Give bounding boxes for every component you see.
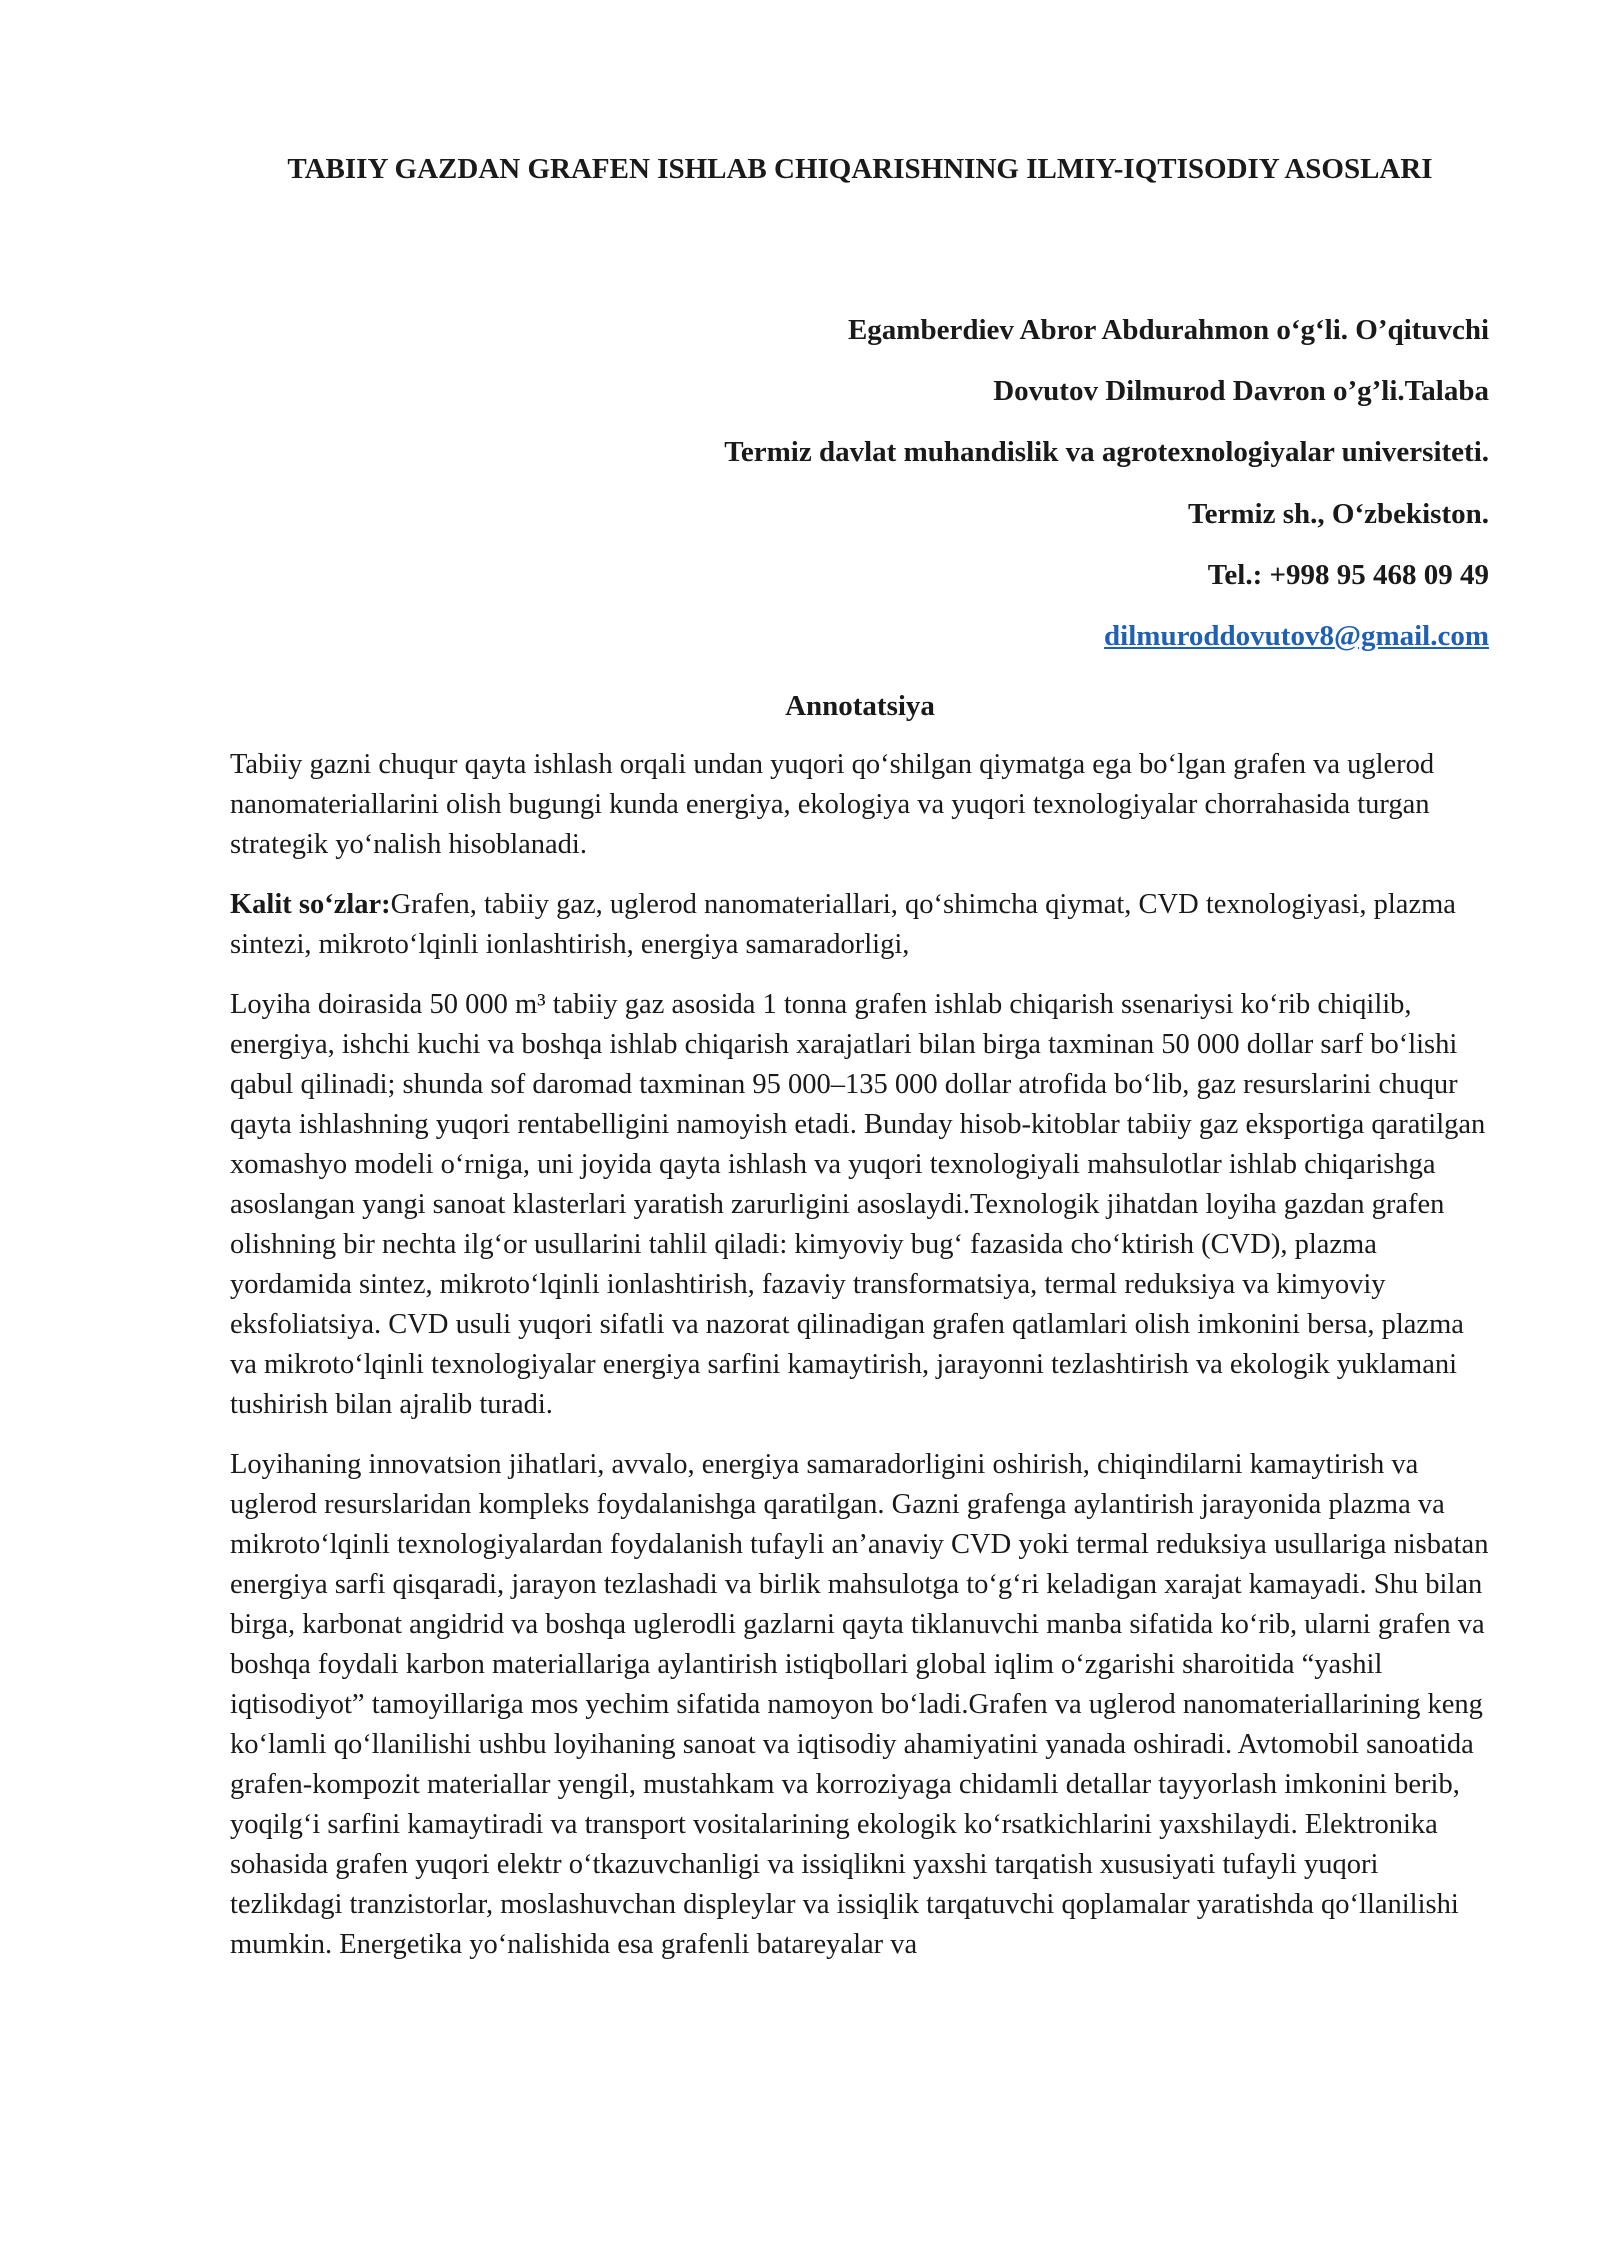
affiliation: Termiz davlat muhandislik va agrotexnologiyalar universiteti. xyxy=(724,436,1489,469)
author-2: Dovutov Dilmurod Davron o’g’li.Talaba xyxy=(993,375,1489,408)
abstract-heading: Annotatsiya xyxy=(785,690,935,722)
email-line xyxy=(560,616,1489,677)
email-link[interactable]: dilmuroddovutov8@gmail.com xyxy=(1104,619,1489,652)
keywords-text: Grafen, tabiiy gaz, uglerod nanomateriallari, qo‘shimcha qiymat, CVD texnologiyasi, plazma sintezi, mikroto‘lqinli ionlashtirish, energiya samaradorligi, xyxy=(230,889,1456,960)
city: Termiz sh., O‘zbekiston. xyxy=(1187,497,1489,530)
phone: Tel.: +998 95 468 09 49 xyxy=(1207,558,1489,591)
keywords-paragraph xyxy=(230,885,1492,965)
body-text xyxy=(230,745,1492,1985)
author-block xyxy=(560,310,1489,677)
paper-title: TABIIY GAZDAN GRAFEN ISHLAB CHIQARISHNING ILMIY-IQTISODIY ASOSLARI xyxy=(287,153,1433,185)
author-1: Egamberdiev Abror Abdurahmon o‘g‘li. O’qituvchi xyxy=(847,314,1489,346)
keywords-label: Kalit so‘zlar: xyxy=(230,889,391,920)
abstract-paragraph: Tabiiy gazni chuqur qayta ishlash orqali undan yuqori qo‘shilgan qiymatga ega bo‘lgan grafen va uglerod nanomateriallarini olish bugungi kunda energiya, ekologiya va yuqori texnologiyalar chorrahasida turgan strategik yo‘nalish hisoblanadi. xyxy=(230,749,1435,860)
body-paragraph-1: Loyiha doirasida 50 000 m³ tabiiy gaz asosida 1 tonna grafen ishlab chiqarish ssenariysi ko‘rib chiqilib, energiya, ishchi kuchi va boshqa ishlab chiqarish xarajatlari bilan birga taxminan 50 000 dollar sarf bo‘lishi qabul qilinadi; shunda sof daromad taxminan 95 000–135 000 dollar atrofida bo‘lib, gaz resurslarini chuqur qayta ishlashning yuqori rentabelligini namoyish etadi. Bunday hisob-kitoblar tabiiy gaz eksportiga qaratilgan xomashyo modeli o‘rniga, uni joyida qayta ishlash va yuqori texnologiyali mahsulotlar ishlab chiqarishga asoslangan yangi sanoat klasterlari yaratish zarurligini asoslaydi.Texnologik jihatdan loyiha gazdan grafen olishning bir nechta ilg‘or usullarini tahlil qiladi: kimyoviy bug‘ fazasida cho‘ktirish (CVD), plazma yordamida sintez, mikroto‘lqinli ionlashtirish, fazaviy transformatsiya, termal reduksiya va kimyoviy eksfoliatsiya. CVD usuli yuqori sifatli va nazorat qilinadigan grafen qatlamlari olish imkonini bersa, plazma va mikroto‘lqinli texnologiyalar energiya sarfini kamaytirish, jarayonni tezlashtirish va ekologik yuklamani tushirish bilan ajralib turadi. xyxy=(230,989,1486,1420)
body-paragraph-2: Loyihaning innovatsion jihatlari, avvalo, energiya samaradorligini oshirish, chiqindilarni kamaytirish va uglerod resurslaridan kompleks foydalanishga qaratilgan. Gazni grafenga aylantirish jarayonida plazma va mikroto‘lqinli texnologiyalardan foydalanish tufayli an’anaviy CVD yoki termal reduksiya usullariga nisbatan energiya sarfi qisqaradi, jarayon tezlashadi va birlik mahsulotga to‘g‘ri keladigan xarajat kamayadi. Shu bilan birga, karbonat angidrid va boshqa uglerodli gazlarni qayta tiklanuvchi manba sifatida ko‘rib, ularni grafen va boshqa foydali karbon materiallariga aylantirish istiqbollari global iqlim o‘zgarishi sharoitida “yashil iqtisodiyot” tamoyillariga mos yechim sifatida namoyon bo‘ladi.Grafen va uglerod nanomateriallarining keng ko‘lamli qo‘llanilishi ushbu loyihaning sanoat va iqtisodiy ahamiyatini yanada oshiradi. Avtomobil sanoatida grafen-kompozit materiallar yengil, mustahkam va korroziyaga chidamli detallar tayyorlash imkonini berib, yoqilg‘i sarfini kamaytiradi va transport vositalarining ekologik ko‘rsatkichlarini yaxshilaydi. Elektronika sohasida grafen yuqori elektr o‘tkazuvchanligi va issiqlikni yaxshi tarqatish xususiyati tufayli yuqori tezlikdagi tranzistorlar, moslashuvchan displeylar va issiqlik tarqatuvchi qoplamalar yaratishda qo‘llanilishi mumkin. Energetika yo‘nalishida esa grafenli batareyalar va xyxy=(230,1449,1489,1960)
